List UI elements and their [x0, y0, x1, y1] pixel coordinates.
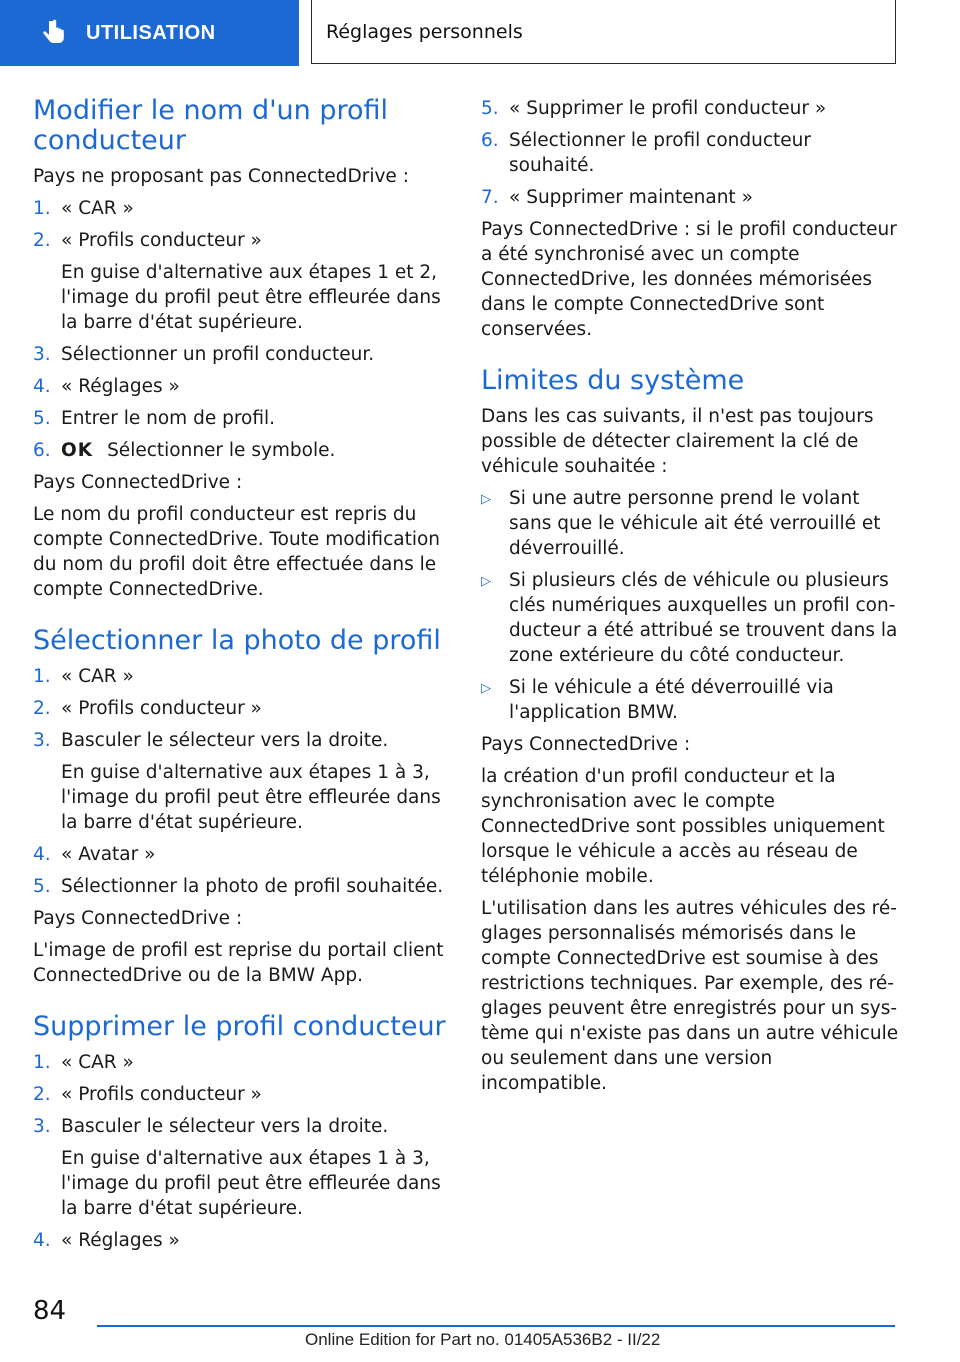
- step-item: [33, 728, 451, 753]
- triangle-bullet-icon: ▷: [481, 681, 491, 696]
- step-number: 4.: [33, 376, 51, 397]
- step-number: 5.: [33, 408, 51, 429]
- page-header: [0, 0, 960, 66]
- step-number: 4.: [33, 844, 51, 865]
- step-text: Basculer le sélecteur vers la droite.: [61, 730, 389, 751]
- chapter-label: Réglages personnels: [326, 20, 523, 43]
- step-text: « Avatar »: [61, 844, 156, 865]
- step-number: 3.: [33, 1116, 51, 1137]
- step-text: Sélectionner un profil conducteur.: [61, 344, 375, 365]
- paragraph: Le nom du profil conducteur est repris du compte ConnectedDrive. Toute modification du nom du profil doit être effectuée dans le compte ConnectedDrive.: [33, 504, 441, 600]
- step-item: [33, 406, 451, 431]
- step-text: Sélectionner le profil conducteur souhaité.: [509, 130, 812, 176]
- section-title-photo: Sélectionner la photo de profil: [33, 625, 441, 656]
- right-column: [481, 96, 901, 1103]
- bullet-item: [481, 486, 901, 561]
- step-text: « Réglages »: [61, 376, 180, 397]
- step-number: 4.: [33, 1230, 51, 1251]
- footer-divider: [97, 1325, 895, 1327]
- step-item: [33, 1082, 451, 1107]
- edition-label: Online Edition for Part no. 01405A536B2 - II/22: [305, 1330, 661, 1349]
- step-item: [33, 664, 451, 689]
- section-label: UTILISATION: [86, 21, 216, 44]
- step-note: En guise d'alternative aux étapes 1 à 3, l'image du profil peut être effleurée dans la barre d'état supérieure.: [61, 1148, 441, 1219]
- step-number: 6.: [33, 440, 51, 461]
- paragraph: L'image de profil est reprise du portail client ConnectedDrive ou de la BMW App.: [33, 940, 444, 986]
- step-number: 2.: [33, 1084, 51, 1105]
- hand-pointer-icon: [38, 18, 68, 48]
- paragraph: Pays ConnectedDrive :: [33, 472, 243, 493]
- step-number: 3.: [33, 344, 51, 365]
- step-number: 1.: [33, 198, 51, 219]
- step-text: Basculer le sélecteur vers la droite.: [61, 1116, 389, 1137]
- step-item: [481, 96, 901, 121]
- step-item: [33, 1228, 451, 1253]
- step-number: 7.: [481, 187, 499, 208]
- bullet-item: [481, 568, 901, 668]
- paragraph: L'utilisation dans les autres véhicules des réglages personnalisés mémorisés dans le compte ConnectedDrive est soumise à des restrictions techniques. Par exemple, des réglages peuvent être enregistrés pour un système qui n'existe pas dans un autre véhicule ou seulement dans une version incompatible.: [481, 898, 899, 1094]
- chapter-tab: [311, 0, 896, 64]
- step-item: [33, 874, 451, 899]
- step-text: « Réglages »: [61, 1230, 180, 1251]
- step-number: 2.: [33, 698, 51, 719]
- step-number: 5.: [33, 876, 51, 897]
- bullet-item: [481, 675, 901, 725]
- section-title-limits: Limites du système: [481, 365, 745, 396]
- step-text: Entrer le nom de profil.: [61, 408, 276, 429]
- ok-symbol-icon: OK: [61, 440, 94, 461]
- paragraph: Pays ConnectedDrive :: [481, 734, 691, 755]
- step-item: [33, 374, 451, 399]
- step-item: [481, 185, 901, 210]
- section-title-rename: Modifier le nom d'un profil conducteur: [33, 95, 389, 156]
- bullet-text: Si le véhicule a été déverrouillé via l'application BMW.: [509, 677, 834, 723]
- step-text: « CAR »: [61, 1052, 134, 1073]
- step-text: Sélectionner la photo de profil souhaitée.: [61, 876, 444, 897]
- step-number: 5.: [481, 98, 499, 119]
- step-item: [33, 696, 451, 721]
- step-item: [33, 228, 451, 253]
- step-note: En guise d'alternative aux étapes 1 à 3, l'image du profil peut être effleurée dans la barre d'état supérieure.: [61, 762, 441, 833]
- bullet-text: Si une autre personne prend le volant sans que le véhicule ait été verrouillé et déverrouillé.: [509, 488, 881, 559]
- step-text: « Profils conducteur »: [61, 698, 262, 719]
- step-item: [481, 128, 901, 178]
- step-text: « Profils conducteur »: [61, 230, 262, 251]
- section-tab: [0, 0, 299, 66]
- triangle-bullet-icon: ▷: [481, 492, 491, 507]
- paragraph: Pays ConnectedDrive :: [33, 908, 243, 929]
- paragraph: Dans les cas suivants, il n'est pas toujours possible de détecter clairement la clé de véhicule souhaitée :: [481, 406, 874, 477]
- step-text: « CAR »: [61, 198, 134, 219]
- step-text: « Supprimer le profil conducteur »: [509, 98, 827, 119]
- step-number: 2.: [33, 230, 51, 251]
- section-title-delete: Supprimer le profil conducteur: [33, 1011, 446, 1042]
- step-text: « Supprimer maintenant »: [509, 187, 753, 208]
- step-item: [33, 438, 451, 463]
- paragraph: la création d'un profil conducteur et la synchronisation avec le compte ConnectedDrive sont possibles uniquement lorsque le véhicule a accès au réseau de téléphonie mobile.: [481, 766, 885, 887]
- step-item: [33, 342, 451, 367]
- bullet-text: Si plusieurs clés de véhicule ou plusieurs clés numériques auxquelles un profil conducteur a été attribué se trouvent dans la zone extérieure du côté conducteur.: [509, 570, 898, 666]
- step-number: 6.: [481, 130, 499, 151]
- step-number: 1.: [33, 1052, 51, 1073]
- step-number: 1.: [33, 666, 51, 687]
- step-text: « Profils conducteur »: [61, 1084, 262, 1105]
- paragraph: Pays ne proposant pas ConnectedDrive :: [33, 166, 409, 187]
- page-number: 84: [33, 1296, 67, 1326]
- step-item: [33, 196, 451, 221]
- step-item: [33, 1050, 451, 1075]
- step-note: En guise d'alternative aux étapes 1 et 2, l'image du profil peut être effleurée dans la barre d'état supérieure.: [61, 262, 441, 333]
- step-text: « CAR »: [61, 666, 134, 687]
- left-column: [33, 96, 451, 1260]
- step-number: 3.: [33, 730, 51, 751]
- step-item: [33, 842, 451, 867]
- step-text: Sélectionner le symbole.: [107, 440, 336, 461]
- step-item: [33, 1114, 451, 1139]
- triangle-bullet-icon: ▷: [481, 574, 491, 589]
- paragraph: Pays ConnectedDrive : si le profil conducteur a été synchronisé avec un compte ConnectedDrive, les données mémorisées dans le compte ConnectedDrive sont conservées.: [481, 219, 897, 340]
